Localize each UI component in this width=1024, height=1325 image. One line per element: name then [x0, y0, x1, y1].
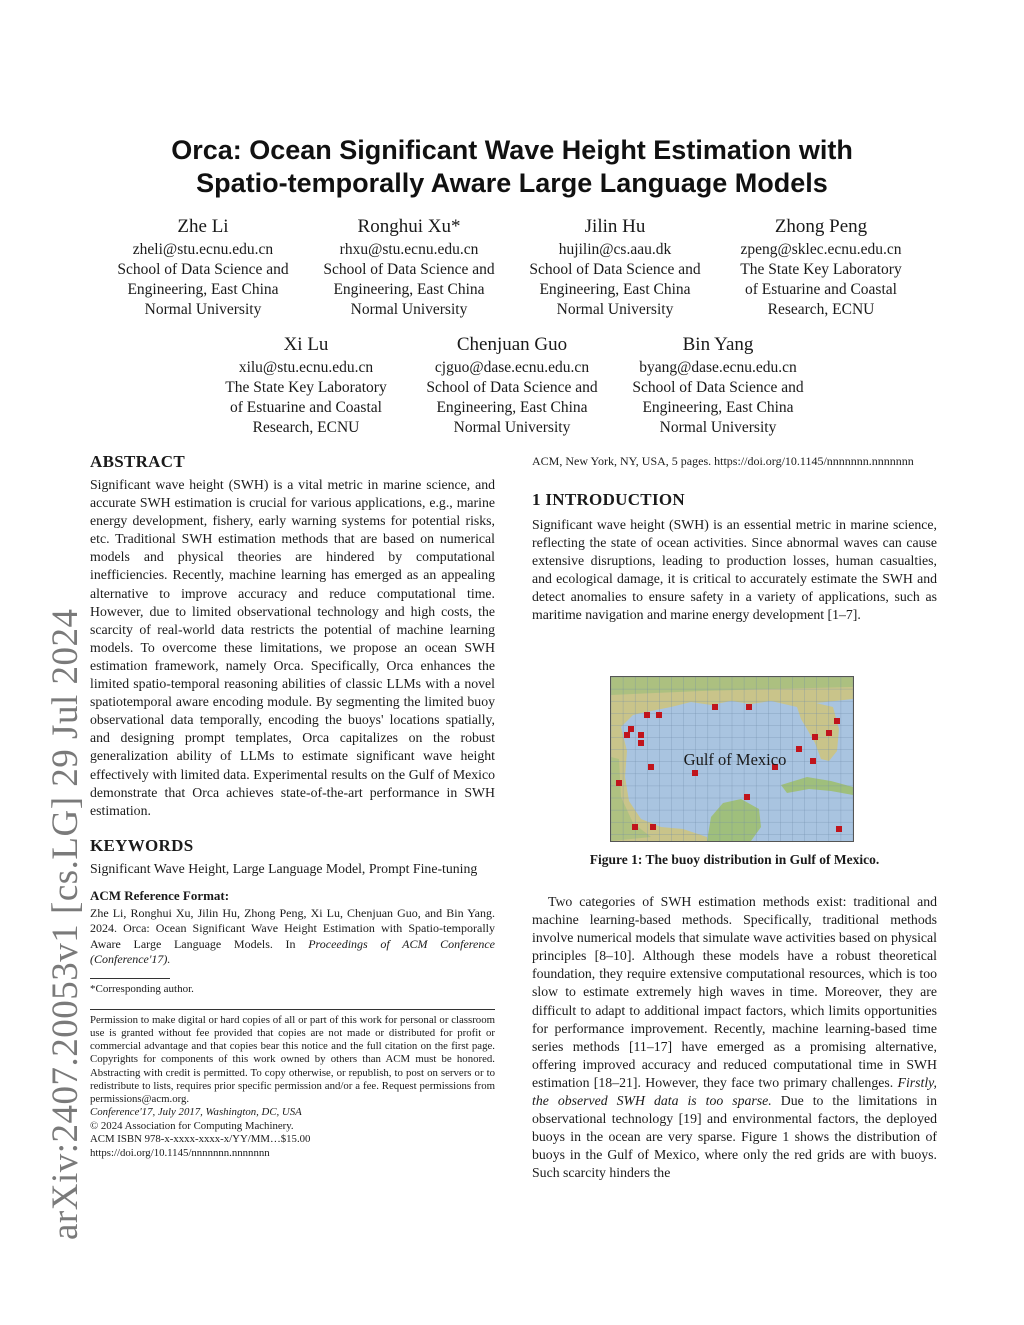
buoy-marker	[638, 740, 644, 746]
acm-reference-plain: Zhe Li, Ronghui Xu, Jilin Hu, Zhong Peng, Xi Lu, Chenjuan Guo, and Bin Yang. 2024. Orca: Ocean Significant Wave Height Estimation with Spatio-temporally Aware Large Language Models. In	[90, 905, 495, 951]
conference-info-text: Conference'17, July 2017, Washington, DC, USA	[90, 1106, 302, 1119]
buoy-marker	[616, 780, 622, 786]
buoy-marker	[834, 718, 840, 724]
buoy-marker	[810, 758, 816, 764]
author-email[interactable]: zheli@stu.ecnu.edu.cn	[132, 241, 274, 258]
author-block	[407, 334, 617, 438]
author-affiliation: of Estuarine and Coastal	[745, 281, 897, 298]
paper-title	[100, 134, 924, 200]
buoy-marker	[632, 824, 638, 830]
conference-info	[90, 1106, 495, 1120]
right-column-bottom	[532, 893, 937, 1183]
author-block	[716, 216, 926, 320]
author-email[interactable]: zpeng@sklec.ecnu.edu.cn	[740, 241, 902, 258]
buoy-marker	[712, 704, 718, 710]
title-line-1: Orca: Ocean Significant Wave Height Estimation with	[171, 135, 853, 165]
author-email[interactable]: hujilin@cs.aau.dk	[558, 241, 672, 258]
acm-reference-text	[90, 906, 495, 968]
gulf-map-svg	[611, 677, 853, 841]
buoy-marker	[836, 826, 842, 832]
author-affiliation: Research, ECNU	[252, 419, 360, 436]
author-name: Zhe Li	[177, 216, 229, 237]
abstract-text: Significant wave height (SWH) is a vital metric in marine science, and accurate SWH estimation is crucial for various applications, e.g., marine energy development, fishery, early warning systems for potential risks, etc. Traditional SWH estimation methods that are based on numerical models and physical theories are hindered by computational inefficiencies. Recently, machine learning has emerged as an appealing alternative to improve accuracy and reduce computational time. However, due to limited observational technology and high costs, the scarcity of real-world data restricts the potential of machine learning models. To overcome these limitations, we propose an ocean SWH estimation framework, namely Orca. Specifically, Orca enhances the limited spatio-temporal reasoning abilities of classic LLMs with a novel spatiotemporal aware encoding module. By segmenting the limited buoy observational data temporally, encoding the buoys' locations spatially, and designing prompt templates, Orca capitalizes on the robust generalization ability of LLMs to estimate significant wave height effectively with limited data. Experimental results on the Gulf of Mexico demonstrate that Orca achieves state-of-the-art performance in SWH estimation.	[90, 477, 495, 818]
intro-p2-part-a: Two categories of SWH estimation methods exist: traditional and machine learning-based methods. Specifically, traditional methods involve numerical models that simulate wave activities based on physical principles [8–10]. Although these models have a robust theoretical foundation, they require extensive computational resources, which is too slow to estimate extremely high waves in time. Moreover, they are difficult to adapt to additional impact factors, which limits opportunities for performance improvement. Recently, machine learning-based time series methods [11–17] have emerged as a promising alternative, offering improved accuracy and reduced computational time in SWH estimation [18–21]. However, they face two primary challenges.	[532, 894, 937, 1090]
right-column-top	[532, 454, 937, 624]
corresponding-author-note: *Corresponding author.	[90, 982, 194, 995]
intro-p2-part-b: Due to the limitations in observational technology [19] and environmental factors, the deployed buoys in the ocean are very sparse. Figure 1 shows the distribution of buoys in the Gulf of Mexico, where only the red grids are with buoys. Such scarcity hinders the	[532, 1093, 937, 1181]
author-email[interactable]: cjguo@dase.ecnu.edu.cn	[434, 359, 590, 376]
author-block	[98, 216, 308, 320]
buoy-marker	[650, 824, 656, 830]
acm-reference-italic: Proceedings of ACM Conference (Conference'17).	[90, 936, 495, 967]
author-affiliation: Normal University	[144, 301, 262, 318]
buoy-marker	[812, 734, 818, 740]
buoy-marker	[638, 732, 644, 738]
author-name: Bin Yang	[682, 334, 754, 355]
author-name: Chenjuan Guo	[456, 334, 568, 355]
author-affiliation: Research, ECNU	[767, 301, 875, 318]
permission-divider	[90, 1009, 495, 1010]
figure-caption: Figure 1: The buoy distribution in Gulf of Mexico.	[589, 852, 880, 867]
author-affiliation: Normal University	[556, 301, 674, 318]
author-affiliation: School of Data Science and	[632, 379, 804, 396]
author-block	[201, 334, 411, 438]
left-column	[90, 452, 495, 1161]
author-affiliation: School of Data Science and	[323, 261, 495, 278]
author-affiliation: School of Data Science and	[529, 261, 701, 278]
buoy-marker	[692, 770, 698, 776]
author-affiliation: Engineering, East China	[436, 399, 588, 416]
introduction-paragraph-2	[532, 893, 937, 1183]
author-affiliation: Engineering, East China	[127, 281, 279, 298]
buoy-marker	[648, 764, 654, 770]
buoy-marker	[744, 794, 750, 800]
author-affiliation: Normal University	[453, 419, 571, 436]
author-affiliation: of Estuarine and Coastal	[230, 399, 382, 416]
buoy-marker	[628, 726, 634, 732]
buoy-marker	[746, 704, 752, 710]
buoy-marker	[656, 712, 662, 718]
isbn: ACM ISBN 978-x-xxxx-xxxx-x/YY/MM…$15.00	[90, 1133, 311, 1146]
acm-reference-continuation: ACM, New York, NY, USA, 5 pages. https://doi.org/10.1145/nnnnnnn.nnnnnnn	[532, 454, 914, 468]
footnote-divider	[90, 978, 170, 979]
author-email[interactable]: xilu@stu.ecnu.edu.cn	[238, 359, 374, 376]
title-line-2: Spatio-temporally Aware Large Language Models	[196, 168, 828, 198]
buoy-marker	[624, 732, 630, 738]
author-affiliation: Engineering, East China	[539, 281, 691, 298]
buoy-marker	[826, 730, 832, 736]
arxiv-identifier: arXiv:2407.20053v1 [cs.LG] 29 Jul 2024	[45, 608, 86, 1240]
acm-reference-heading: ACM Reference Format:	[90, 887, 230, 903]
author-block	[510, 216, 720, 320]
gulf-map-figure	[610, 676, 854, 842]
author-name: Zhong Peng	[774, 216, 868, 237]
author-block	[613, 334, 823, 438]
author-affiliation: Engineering, East China	[333, 281, 485, 298]
introduction-paragraph-1: Significant wave height (SWH) is an essential metric in marine science, reflecting the state of ocean activities. Since abnormal waves can cause extensive disruptions, leading to production losses, human casualties, and ecological damage, it is critical to accurately estimate the SWH and detect anomalies to ensure safety in a variety of applications, such as maritime navigation and marine energy development [1–7].	[532, 516, 937, 622]
intro-p2-italic: Firstly, the observed SWH data is too sparse.	[532, 1074, 937, 1109]
buoy-marker	[644, 712, 650, 718]
doi-link[interactable]: https://doi.org/10.1145/nnnnnnn.nnnnnnn	[90, 1146, 270, 1159]
author-affiliation: School of Data Science and	[117, 261, 289, 278]
author-affiliation: School of Data Science and	[426, 379, 598, 396]
author-affiliation: The State Key Laboratory	[740, 261, 902, 278]
author-name: Ronghui Xu*	[357, 216, 461, 237]
keywords-heading: KEYWORDS	[90, 835, 194, 855]
keywords-text: Significant Wave Height, Large Language Model, Prompt Fine-tuning	[90, 860, 478, 876]
copyright-notice: © 2024 Association for Computing Machinery.	[90, 1119, 294, 1132]
author-affiliation: Normal University	[350, 301, 468, 318]
author-affiliation: Engineering, East China	[642, 399, 794, 416]
abstract-heading: ABSTRACT	[90, 452, 185, 471]
introduction-heading: 1 INTRODUCTION	[532, 489, 685, 509]
buoy-marker	[796, 746, 802, 752]
author-affiliation: The State Key Laboratory	[225, 379, 387, 396]
author-name: Jilin Hu	[584, 216, 646, 237]
map-label: Gulf of Mexico	[683, 750, 787, 769]
permission-notice: Permission to make digital or hard copies of all or part of this work for personal or classroom use is granted without fee provided that copies are not made or distributed for profit or commercial advantage and that copies bear this notice and the full citation on the first page. Copyrights for components of this work owned by others than ACM must be honored. Abstracting with credit is permitted. To copy otherwise, or republish, to post on servers or to redistribute to lists, requires prior specific permission and/or a fee. Request permissions from permissions@acm.org.	[90, 1013, 495, 1105]
author-email[interactable]: rhxu@stu.ecnu.edu.cn	[339, 241, 479, 258]
author-affiliation: Normal University	[659, 419, 777, 436]
author-name: Xi Lu	[283, 334, 329, 355]
author-email[interactable]: byang@dase.ecnu.edu.cn	[639, 359, 797, 376]
author-block	[304, 216, 514, 320]
